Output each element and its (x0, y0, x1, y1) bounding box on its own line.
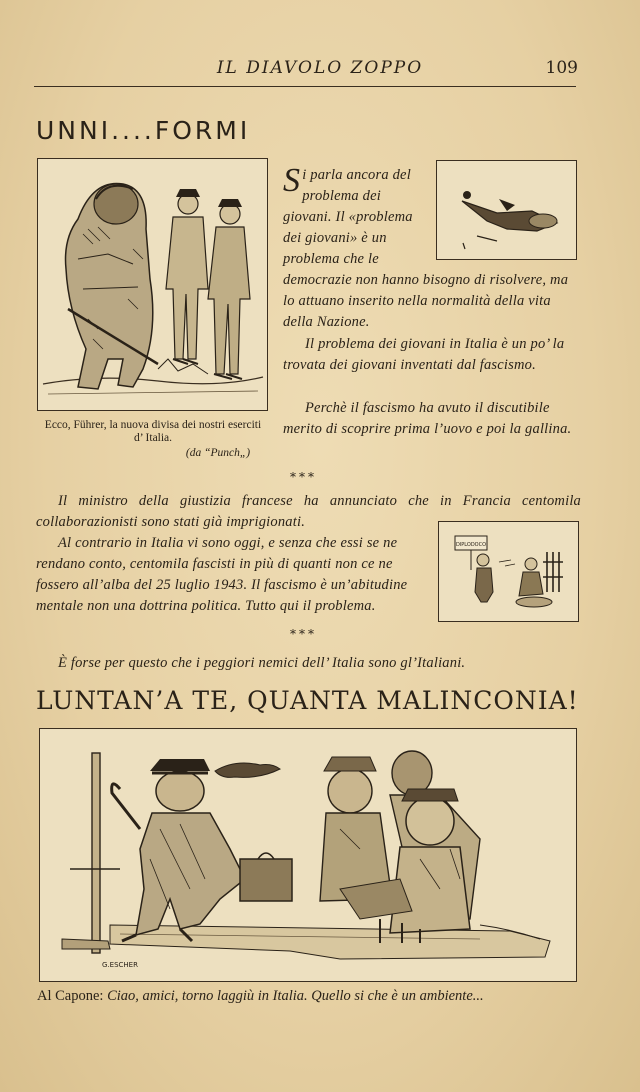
prison-cartoon-drawing (439, 522, 578, 621)
article-title-luntan: LUNTAN’A TE, QUANTA MALINCONIA! (36, 686, 579, 715)
caption-quote: Ciao, amici, torno laggiù in Italia. Quello si che è un ambiente... (107, 988, 484, 1004)
cartoon-drawing-huns (38, 159, 267, 410)
closing-line: È forse per questo che i peggiori nemici dell’ Italia sono gl’Italiani. (58, 655, 466, 671)
running-header-title: IL DIAVOLO ZOPPO (216, 58, 424, 78)
article2-paragraph2: Al contrario in Italia vi sono oggi, e senza che essi se ne rendano conto, centomila fascisti in più di quanti non ce ne fossero all’alba del 25 luglio 1943. Il fascismo è un’abitudine mentale non una dottrina politica. Tutto qui il problema. (36, 535, 408, 614)
cartoon-illustration-aircraft (436, 160, 577, 260)
illustration-caption: Ecco, Führer, la nuova divisa dei nostri eserciti d’ Italia. (44, 419, 262, 444)
al-capone-cartoon-drawing (40, 729, 576, 981)
page-number: 109 (545, 58, 578, 78)
section-separator-2: *** (290, 627, 317, 641)
header-rule (34, 86, 576, 87)
artist-signature: G.ESCHER (102, 961, 138, 969)
sign-label: DIPLODOCO (455, 542, 487, 548)
article-title-unniformi: UNNI....FORMI (36, 116, 251, 145)
article1-paragraph1-rest: democrazie non hanno bisogno di risolvere, ma lo attuano inserito nella normalità della vita della Nazione. (283, 272, 569, 330)
caption-speaker: Al Capone: (37, 988, 104, 1004)
cartoon-illustration-prison (438, 521, 579, 622)
illustration-credit: (da “Punch„) (185, 447, 251, 459)
article1-para1-lead-text: i parla ancora del problema dei giovani. Il «problema dei giovani» è un problema che le (283, 167, 413, 267)
cartoon-illustration-al-capone (39, 728, 577, 982)
article1-paragraph3: Perchè il fascismo ha avuto il discutibile merito di scoprire prima l’uovo e poi la gallina. (283, 400, 572, 437)
article2-paragraph1: Il ministro della giustizia francese ha annunciato che in Francia centomila collaborazionisti sono stati già imprigionati. (36, 493, 581, 530)
article1-paragraph2: Il problema dei giovani in Italia è un po’ la trovata dei giovani inventati dal fascismo. (283, 336, 565, 373)
cartoon-illustration-huns (37, 158, 268, 411)
aircraft-drawing (437, 161, 576, 259)
al-capone-caption (37, 988, 597, 1005)
drop-cap: S (283, 162, 301, 199)
article1-paragraph1-lead (283, 162, 428, 270)
section-separator-1: *** (290, 470, 317, 484)
